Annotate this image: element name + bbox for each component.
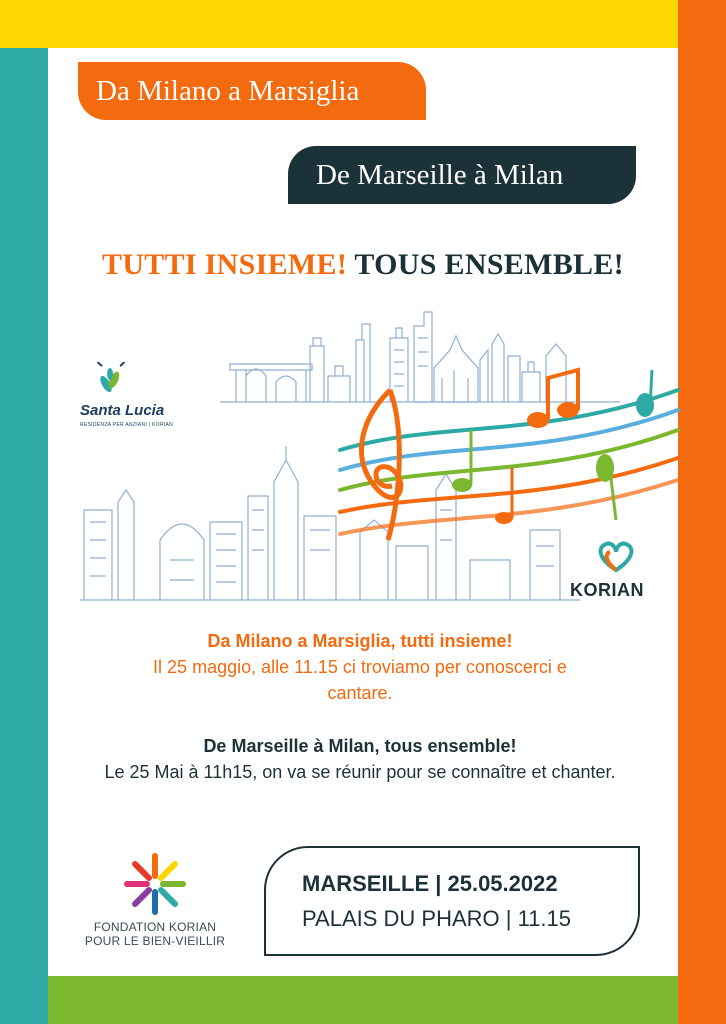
french-message xyxy=(100,733,620,785)
korian-wordmark: KORIAN xyxy=(570,580,644,600)
italian-message-heading: Da Milano a Marsiglia, tutti insieme! xyxy=(207,631,513,651)
fondation-korian-logo xyxy=(80,850,230,950)
left-color-bar xyxy=(0,48,48,1024)
event-info-box xyxy=(264,846,640,956)
event-city-date: MARSEILLE | 25.05.2022 xyxy=(302,871,558,896)
headline-french: TOUS ENSEMBLE! xyxy=(354,248,624,281)
headline xyxy=(48,248,678,282)
leaf-logo-icon xyxy=(80,362,140,402)
italian-title-pill: Da Milano a Marsiglia xyxy=(78,62,426,120)
event-venue-time: PALAIS DU PHARO | 11.15 xyxy=(302,906,572,931)
fondation-tagline: POUR LE BIEN-VIEILLIR xyxy=(84,934,226,948)
santa-lucia-title: Santa Lucia xyxy=(80,402,165,419)
headline-italian: TUTTI INSIEME! xyxy=(102,248,348,281)
french-message-body: Le 25 Mai à 11h15, on va se réunir pour se connaître et chanter. xyxy=(104,762,616,782)
italian-message-body: Il 25 maggio, alle 11.15 ci troviamo per conoscerci e cantare. xyxy=(153,657,567,703)
right-color-bar xyxy=(678,0,726,1024)
sunburst-logo-icon xyxy=(80,850,230,916)
french-message-heading: De Marseille à Milan, tous ensemble! xyxy=(203,736,517,756)
french-title-pill: De Marseille à Milan xyxy=(288,146,636,204)
milan-skyline xyxy=(220,312,620,402)
bottom-color-bar xyxy=(48,976,678,1024)
italian-message xyxy=(120,628,600,706)
korian-logo xyxy=(566,540,666,604)
fondation-name: FONDATION KORIAN xyxy=(93,920,217,934)
music-staff xyxy=(340,390,678,534)
santa-lucia-logo xyxy=(80,362,200,438)
korian-heart-icon xyxy=(592,540,640,576)
top-color-bar xyxy=(0,0,678,48)
santa-lucia-subtitle: RESIDENZA PER ANZIANI | KORIAN xyxy=(80,422,174,428)
